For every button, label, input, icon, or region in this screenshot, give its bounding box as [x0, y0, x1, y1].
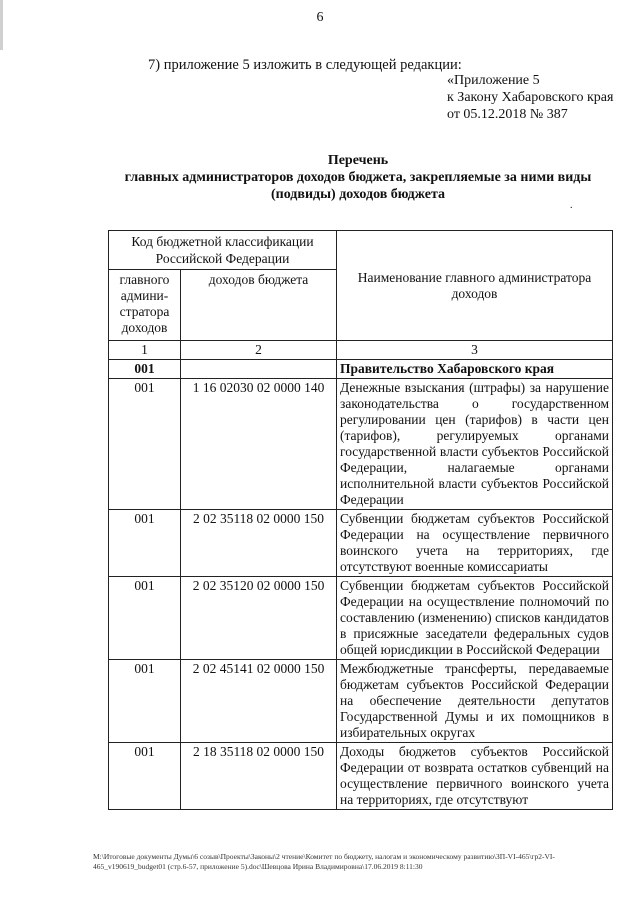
table-row: [109, 577, 613, 660]
revenue-code-cell: 2 02 45141 02 0000 150: [181, 660, 337, 743]
revenue-name-cell: Доходы бюджетов субъектов Российской Федерации от возврата остатков субвенций на осуществление первичного воинского учета на территориях, где отсутствуют: [337, 743, 613, 810]
revenue-name-cell: Денежные взыскания (штрафы) за нарушение законодательства о государственном регулировании цен (тарифов) в части цен (тарифов), регулируемых органами государственной власти субъектов Российской Федерации, налагаемые органами исполнительной власти субъектов Российской Федерации: [337, 379, 613, 510]
table-row: [109, 510, 613, 577]
group-name: Правительство Хабаровского края: [337, 360, 613, 379]
revenue-name-cell: Субвенции бюджетам субъектов Российской Федерации на осуществление полномочий по составлению (изменению) списков кандидатов в присяжные заседатели федеральных судов общей юрисдикции в Российской Федерации: [337, 577, 613, 660]
appendix-line: от 05.12.2018 № 387: [447, 107, 568, 122]
revenue-administrators-table: [108, 230, 613, 810]
appendix-line: «Приложение 5: [447, 73, 540, 88]
table-row: [109, 660, 613, 743]
admin-code-cell: 001: [109, 379, 181, 510]
appendix-line: к Закону Хабаровского края: [447, 90, 614, 105]
revenue-code-cell: 2 18 35118 02 0000 150: [181, 743, 337, 810]
table-row: [109, 379, 613, 510]
document-title: [108, 152, 608, 203]
admin-code-cell: 001: [109, 660, 181, 743]
admin-code-cell: 001: [109, 743, 181, 810]
table-header-row: [109, 231, 613, 270]
column-number: 2: [181, 341, 337, 360]
amendment-intro: 7) приложение 5 изложить в следующей редакции:: [148, 57, 462, 73]
revenue-name-cell: Субвенции бюджетам субъектов Российской Федерации на осуществление первичного воинского учета на территориях, где отсутствуют военные комиссариаты: [337, 510, 613, 577]
revenue-name-cell: Межбюджетные трансферты, передаваемые бюджетам субъектов Российской Федерации на обеспечение деятельности депутатов Государственной Думы и их помощников в избирательных округах: [337, 660, 613, 743]
column-numbers-row: [109, 341, 613, 360]
appendix-reference: [447, 72, 613, 123]
footer-file-path: М:\Итоговые документы Думы\6 созыв\Проекты\Законы\2 чтение\Комитет по бюджету, налогам и экономическому развитию\ЗП-VI-465\гр2-VI-465_v190619_budget01 (стр.6-57, приложение 5).doc\Шевцова Ирина Владимировна\17.06.2019 8:11:30: [93, 852, 555, 871]
title-line: главных администраторов доходов бюджета, закрепляемые за ними виды: [124, 170, 592, 185]
group-empty-cell: [181, 360, 337, 379]
table-row: [109, 743, 613, 810]
page-number: 6: [316, 10, 324, 25]
header-revenue-code: доходов бюджета: [181, 270, 337, 341]
revenue-code-cell: 2 02 35120 02 0000 150: [181, 577, 337, 660]
stray-dot: .: [570, 200, 573, 211]
column-number: 3: [337, 341, 613, 360]
revenue-code-cell: 1 16 02030 02 0000 140: [181, 379, 337, 510]
header-admin-name: Наименование главного администратора доходов: [337, 231, 613, 341]
group-row: [109, 360, 613, 379]
header-admin-code: главного админи-стратора доходов: [109, 270, 181, 341]
header-classification: Код бюджетной классификации Российской Федерации: [109, 231, 337, 270]
title-line: Перечень: [327, 153, 389, 168]
admin-code-cell: 001: [109, 577, 181, 660]
column-number: 1: [109, 341, 181, 360]
group-code: 001: [109, 360, 181, 379]
title-line: (подвиды) доходов бюджета: [270, 187, 445, 202]
revenue-code-cell: 2 02 35118 02 0000 150: [181, 510, 337, 577]
admin-code-cell: 001: [109, 510, 181, 577]
